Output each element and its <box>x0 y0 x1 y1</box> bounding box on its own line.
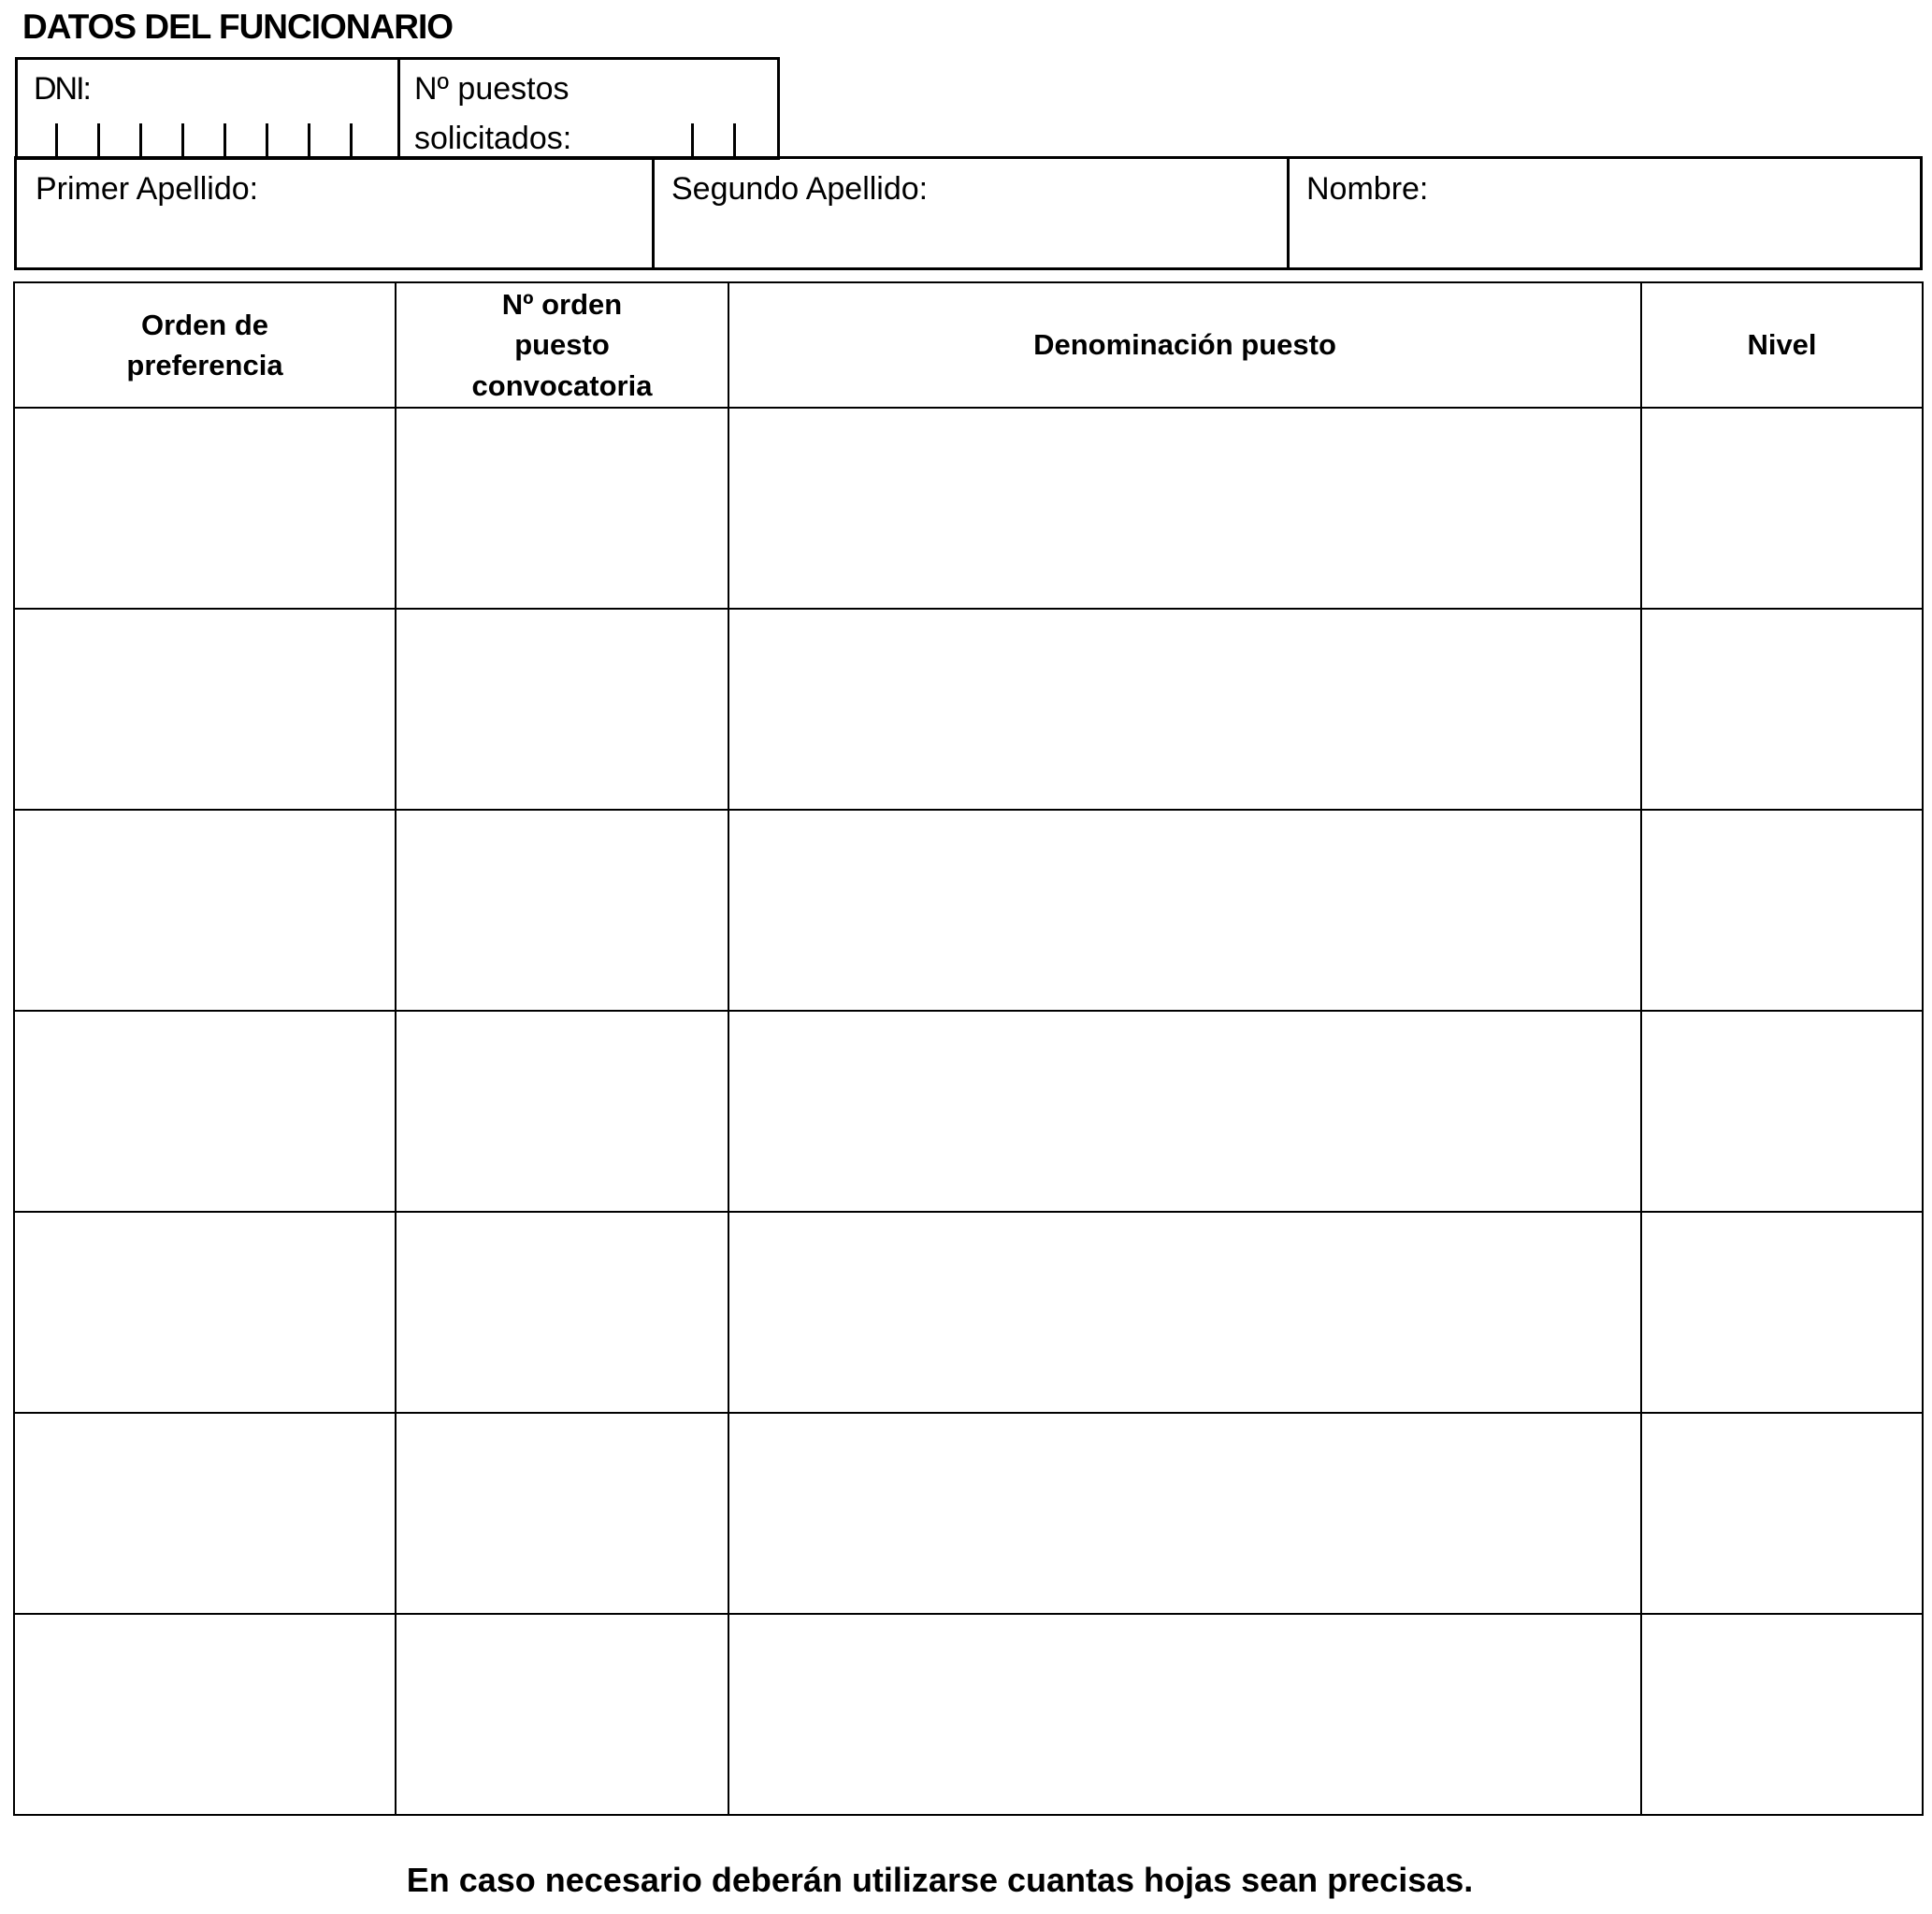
cell-nivel[interactable] <box>1641 810 1923 1011</box>
nombre-field[interactable] <box>1290 159 1920 267</box>
cell-numero-orden[interactable] <box>396 1011 728 1212</box>
puestos-digit-boxes[interactable] <box>691 120 747 157</box>
segundo-apellido-label: Segundo Apellido: <box>671 171 929 207</box>
table-row <box>14 1614 1923 1815</box>
cell-numero-orden[interactable] <box>396 810 728 1011</box>
segundo-apellido-field[interactable] <box>655 159 1288 267</box>
cell-numero-orden[interactable] <box>396 1413 728 1614</box>
header-nivel: Nivel <box>1641 282 1923 408</box>
cell-nivel[interactable] <box>1641 609 1923 810</box>
cell-orden-preferencia[interactable] <box>14 1413 396 1614</box>
cell-nivel[interactable] <box>1641 408 1923 609</box>
cell-orden-preferencia[interactable] <box>14 810 396 1011</box>
table-row <box>14 1011 1923 1212</box>
cell-orden-preferencia[interactable] <box>14 1011 396 1212</box>
table-row <box>14 1413 1923 1614</box>
cell-denominacion[interactable] <box>728 1212 1641 1413</box>
names-box <box>14 156 1923 270</box>
cell-orden-preferencia[interactable] <box>14 408 396 609</box>
cell-numero-orden[interactable] <box>396 408 728 609</box>
footer-note: En caso necesario deberán utilizarse cuantas hojas sean precisas. <box>406 1861 1474 1899</box>
cell-nivel[interactable] <box>1641 1614 1923 1815</box>
primer-apellido-label: Primer Apellido: <box>36 171 259 207</box>
cell-numero-orden[interactable] <box>396 1614 728 1815</box>
cell-denominacion[interactable] <box>728 408 1641 609</box>
puestos-label: Nº puestos <box>414 71 570 107</box>
preferences-table <box>13 281 1924 1816</box>
puestos-label-line2: solicitados: <box>414 121 572 156</box>
section-title: DATOS DEL FUNCIONARIO <box>22 7 454 46</box>
cell-numero-orden[interactable] <box>396 609 728 810</box>
header-orden-preferencia: Orden de preferencia <box>14 282 396 408</box>
cell-nivel[interactable] <box>1641 1212 1923 1413</box>
cell-denominacion[interactable] <box>728 810 1641 1011</box>
header-denominacion: Denominación puesto <box>728 282 1641 408</box>
table-row <box>14 810 1923 1011</box>
dni-puestos-box <box>15 57 780 160</box>
cell-numero-orden[interactable] <box>396 1212 728 1413</box>
cell-orden-preferencia[interactable] <box>14 609 396 810</box>
table-header-row <box>14 282 1923 408</box>
table-row <box>14 609 1923 810</box>
cell-denominacion[interactable] <box>728 1413 1641 1614</box>
nombre-label: Nombre: <box>1306 171 1429 207</box>
dni-digit-boxes[interactable] <box>55 120 373 157</box>
header-numero-orden: Nº orden puesto convocatoria <box>396 282 728 408</box>
cell-nivel[interactable] <box>1641 1413 1923 1614</box>
cell-nivel[interactable] <box>1641 1011 1923 1212</box>
primer-apellido-field[interactable] <box>17 159 652 267</box>
table-row <box>14 408 1923 609</box>
cell-denominacion[interactable] <box>728 1614 1641 1815</box>
cell-orden-preferencia[interactable] <box>14 1212 396 1413</box>
cell-denominacion[interactable] <box>728 1011 1641 1212</box>
dni-label: DNI: <box>34 71 90 107</box>
dni-puestos-divider <box>397 60 400 157</box>
table-row <box>14 1212 1923 1413</box>
cell-orden-preferencia[interactable] <box>14 1614 396 1815</box>
cell-denominacion[interactable] <box>728 609 1641 810</box>
